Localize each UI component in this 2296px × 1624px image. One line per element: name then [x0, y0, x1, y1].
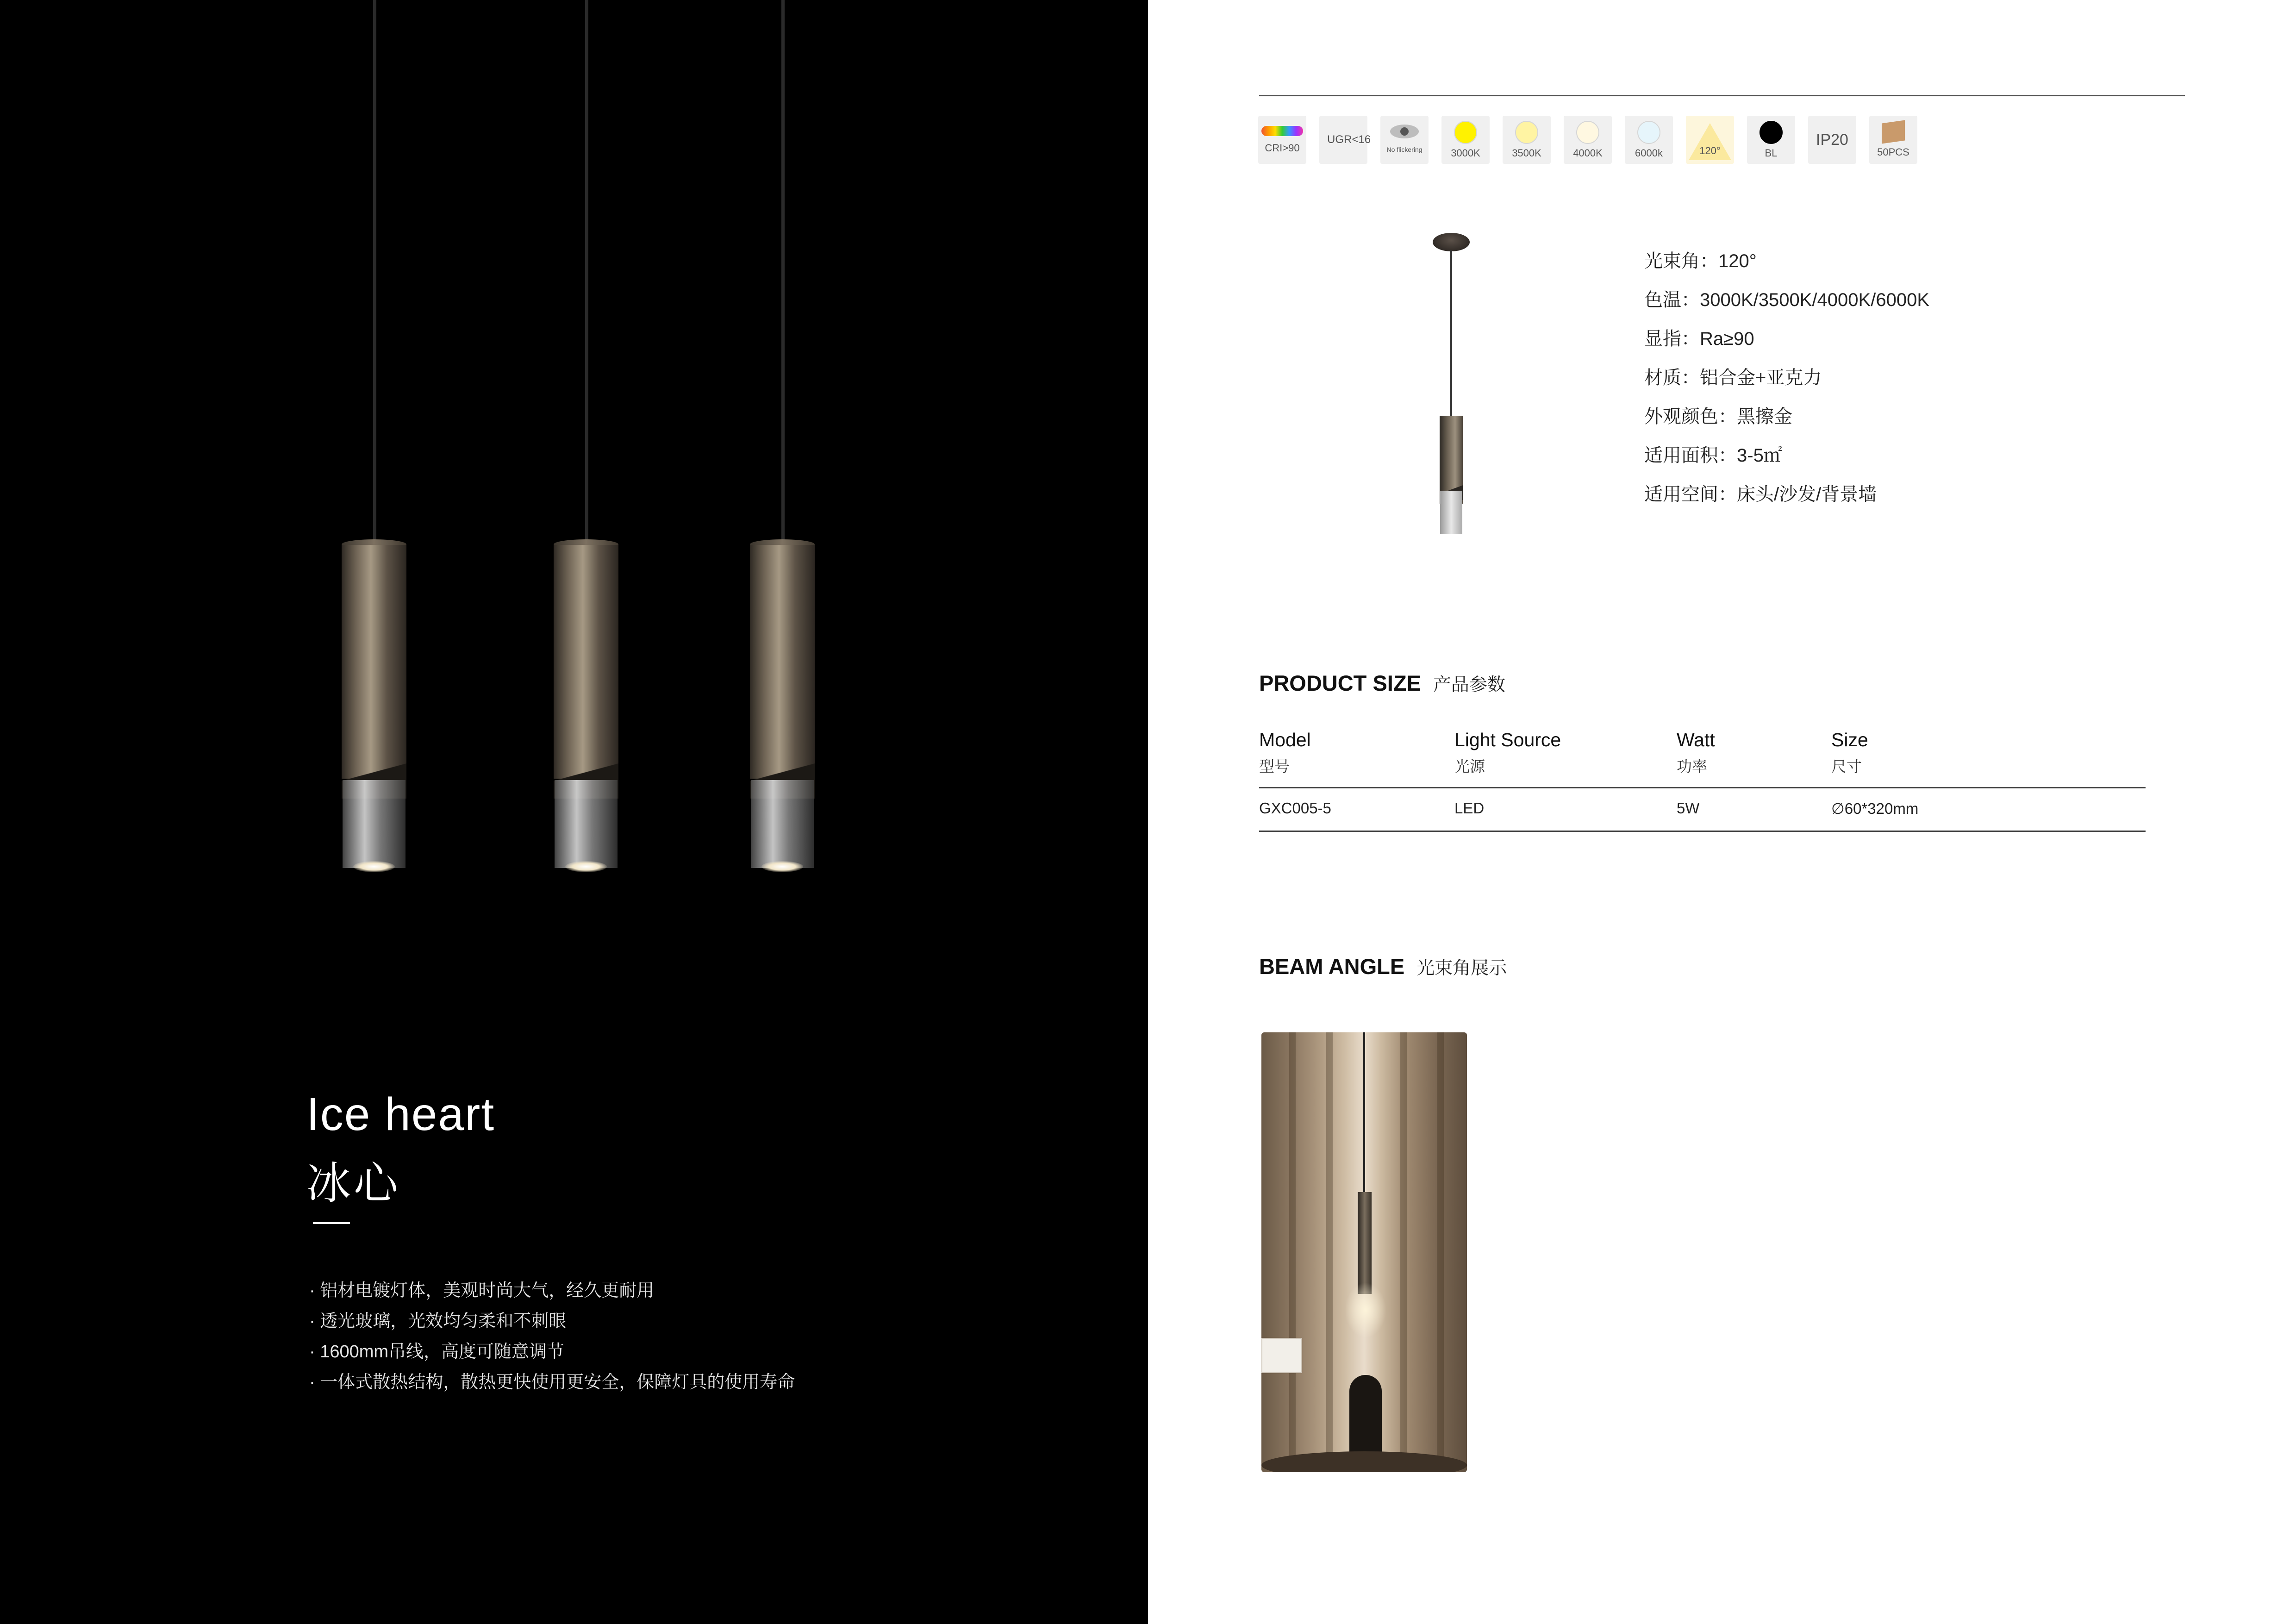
product-title-cn: 冰心	[306, 1159, 401, 1208]
feature-list	[309, 1275, 795, 1398]
color-rendering-icon: CRI>90	[1258, 116, 1306, 164]
title-divider	[313, 1222, 350, 1224]
color-temp-3500k-icon: 3500K	[1503, 116, 1551, 164]
table-header-light-source: Light Source 光源	[1454, 729, 1561, 775]
spec-item: 材质：铝合金+亚克力	[1644, 368, 1822, 388]
table-header-model: Model 型号	[1259, 729, 1311, 775]
color-temp-3000k-icon: 3000K	[1441, 116, 1490, 164]
product-size-heading: PRODUCT SIZE 产品参数	[1259, 671, 1505, 695]
pendant-cord	[781, 0, 785, 542]
eye-icon: No flickering	[1380, 116, 1429, 164]
black-finish-icon: BL	[1747, 116, 1795, 164]
beam-angle-heading: BEAM ANGLE 光束角展示	[1259, 954, 1507, 979]
spec-item: 适用空间：床头/沙发/背景墙	[1644, 484, 1877, 505]
feature-badges	[1258, 116, 1917, 164]
feature-item: · 一体式散热结构，散热更快使用更安全，保障灯具的使用寿命	[309, 1373, 795, 1392]
table-cell-watt: 5W	[1677, 800, 1700, 817]
spec-item: 光束角：120°	[1644, 251, 1757, 271]
spec-list	[1644, 242, 1929, 514]
spec-item: 色温：3000K/3500K/4000K/6000K	[1644, 290, 1929, 310]
spec-item: 外观颜色：黑擦金	[1644, 406, 1792, 427]
pendant-lamp	[554, 539, 618, 873]
glare-rating-icon: UGR<16	[1319, 116, 1367, 164]
table-divider	[1259, 787, 2146, 788]
table-header-size: Size 尺寸	[1831, 729, 1868, 775]
feature-item: · 铝材电镀灯体，美观时尚大气，经久更耐用	[309, 1281, 655, 1300]
table-cell-model: GXC005-5	[1259, 800, 1331, 817]
pendant-lamp	[750, 539, 815, 873]
table-header-watt: Watt 功率	[1677, 729, 1715, 775]
pendant-cord	[373, 0, 376, 542]
pendant-cord	[585, 0, 588, 542]
beam-angle-icon: 120°	[1686, 116, 1734, 164]
color-temp-6000k-icon: 6000k	[1625, 116, 1673, 164]
beam-angle-photo	[1261, 1032, 1467, 1472]
spec-item: 适用面积：3-5㎡	[1644, 445, 1782, 466]
spec-item: 显指：Ra≥90	[1644, 329, 1754, 349]
feature-item: · 1600mm吊线，高度可随意调节	[309, 1342, 565, 1362]
top-divider	[1259, 95, 2185, 96]
table-cell-size: ∅60*320mm	[1831, 800, 1919, 817]
color-temp-4000k-icon: 4000K	[1564, 116, 1612, 164]
feature-item: · 透光玻璃，光效均匀柔和不刺眼	[309, 1312, 567, 1331]
table-divider	[1259, 831, 2146, 832]
table-cell-light-source: LED	[1454, 800, 1485, 817]
ip-rating-icon: IP20	[1808, 116, 1856, 164]
pendant-lamp	[342, 539, 406, 873]
package-box-icon: 50PCS	[1869, 116, 1917, 164]
product-title-en: Ice heart	[306, 1088, 495, 1140]
